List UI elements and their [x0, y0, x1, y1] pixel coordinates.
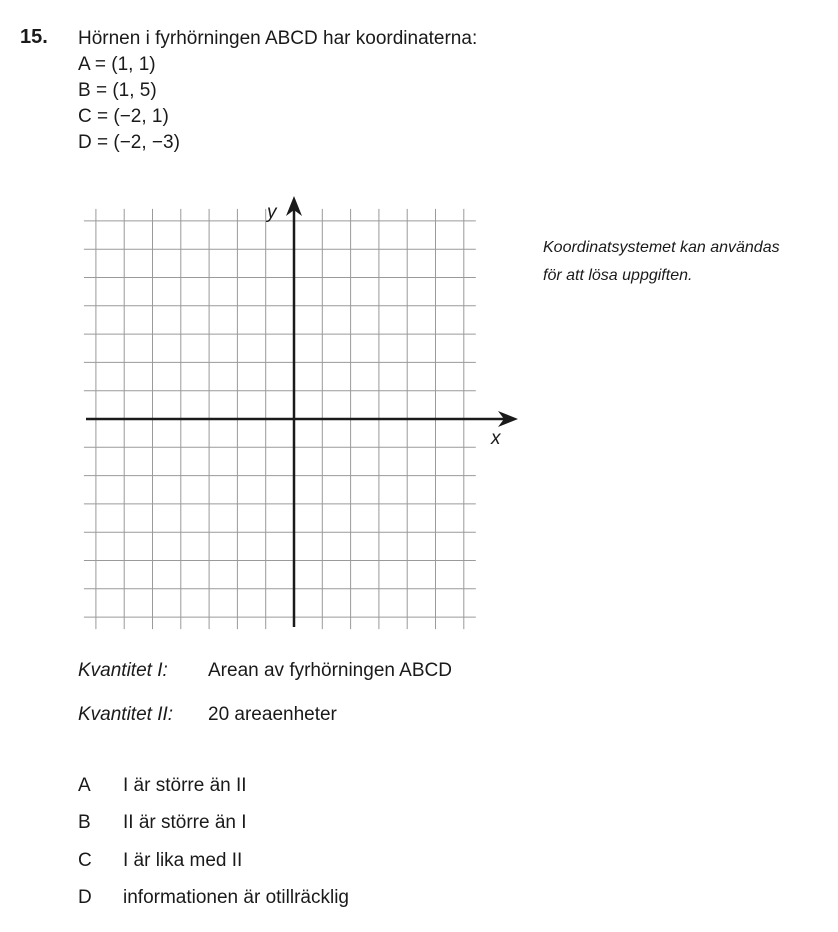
option-a-text: I är större än II [123, 775, 247, 796]
hint-line-2: för att lösa uppgiften. [543, 267, 693, 284]
option-c-text: I är lika med II [123, 850, 243, 871]
hint-line-1: Koordinatsystemet kan användas [543, 239, 780, 256]
quantity-2-value: 20 areaenheter [208, 704, 337, 725]
quantity-2 [78, 704, 337, 726]
option-c-letter: C [78, 850, 92, 871]
point-c: C = (−2, 1) [78, 106, 169, 127]
question-intro: Hörnen i fyrhörningen ABCD har koordinaterna: [78, 28, 478, 49]
option-d-letter: D [78, 887, 92, 908]
axes [86, 196, 518, 627]
x-axis-label: x [491, 428, 501, 449]
quantity-1 [78, 660, 452, 682]
quantity-2-key: Kvantitet II: [78, 704, 174, 725]
quantity-1-key: Kvantitet I: [78, 660, 168, 681]
point-d: D = (−2, −3) [78, 132, 180, 153]
option-b[interactable] [78, 812, 247, 834]
option-a[interactable] [78, 775, 247, 797]
option-b-text: II är större än I [123, 812, 247, 833]
hint-note [543, 234, 780, 290]
option-d[interactable] [78, 887, 349, 909]
option-d-text: informationen är otillräcklig [123, 887, 349, 908]
quantity-1-value: Arean av fyrhörningen ABCD [208, 660, 452, 681]
option-c[interactable] [78, 850, 242, 872]
point-a: A = (1, 1) [78, 54, 156, 75]
point-b: B = (1, 5) [78, 80, 157, 101]
option-b-letter: B [78, 812, 91, 833]
question-number: 15. [20, 26, 48, 48]
option-a-letter: A [78, 775, 91, 796]
y-axis-label: y [267, 202, 277, 223]
